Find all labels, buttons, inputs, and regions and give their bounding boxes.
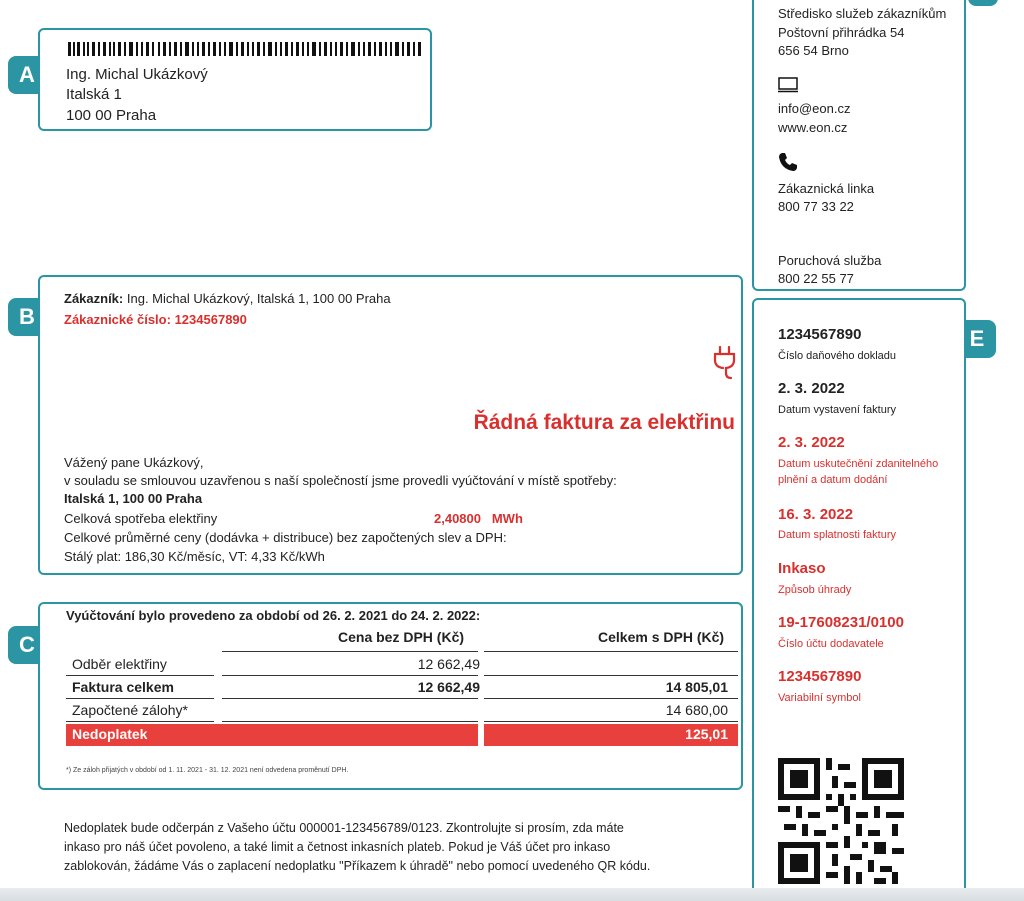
customer-number-label: Zákaznické číslo: <box>64 312 171 327</box>
row-value-with-vat: 14 805,01 <box>665 679 728 695</box>
col-header-with-vat: Celkem s DPH (Kč) <box>598 629 725 645</box>
row-label: Faktura celkem <box>72 679 174 695</box>
address-box <box>38 28 432 131</box>
header-underline-row <box>66 630 738 652</box>
qr-code <box>778 758 904 884</box>
badge-b: B <box>8 298 46 336</box>
detail-label: Datum uskutečnění zdanitelného plnění a datum dodání <box>778 458 939 486</box>
detail-value: 2. 3. 2022 <box>778 434 845 451</box>
customer-number: 1234567890 <box>174 312 247 327</box>
detail-value: Inkaso <box>778 560 826 577</box>
fault-label: Poruchová služba <box>778 253 882 268</box>
consumption-label: Celková spotřeba elektřiny <box>64 511 218 526</box>
monitor-icon <box>778 77 798 93</box>
fault-number: 800 22 55 77 <box>778 271 854 286</box>
row-value-without-vat: 12 662,49 <box>417 679 480 695</box>
letter-greeting: Vážený pane Ukázkový, <box>64 455 204 470</box>
hotline-number: 800 77 33 22 <box>778 199 854 214</box>
badge-a: A <box>8 56 46 94</box>
contact-box <box>752 0 966 291</box>
table-row <box>66 654 738 676</box>
invoice-details-box <box>752 298 966 901</box>
detail-label: Datum vystavení faktury <box>778 404 896 416</box>
invoice-intro-box <box>38 275 743 575</box>
table-row <box>66 700 738 722</box>
contact-city: 656 54 Brno <box>778 43 849 58</box>
note-line-1: Nedoplatek bude odčerpán z Vašeho účtu 000001-123456789/0123. Zkontrolujte si prosím, zda máte <box>64 821 624 835</box>
table-row-underpayment <box>66 724 738 746</box>
address-name: Ing. Michal Ukázkový <box>66 66 208 83</box>
contact-badge-edge <box>968 0 998 6</box>
hotline-label: Zákaznická linka <box>778 181 875 196</box>
avg-price-label: Celkové průměrné ceny (dodávka + distribuce) bez započtených slev a DPH: <box>64 530 507 545</box>
detail-value: 1234567890 <box>778 326 862 343</box>
page-bottom-edge <box>0 888 1024 901</box>
note-line-2: inkaso pro náš účet povoleno, a také limit a četnost inkasních plateb. Pokud je Váš účet pro inkaso <box>64 840 611 854</box>
contact-pobox: Poštovní přihrádka 54 <box>778 25 905 40</box>
contact-web[interactable]: www.eon.cz <box>778 120 848 135</box>
consumption-value: 2,40800 <box>434 511 481 526</box>
contact-email[interactable]: info@eon.cz <box>778 101 851 116</box>
col-header-without-vat: Cena bez DPH (Kč) <box>338 629 465 645</box>
avg-price-values: Stálý plat: 186,30 Kč/měsíc, VT: 4,33 Kč/kWh <box>64 549 325 564</box>
row-label: Započtené zálohy* <box>72 702 188 718</box>
table-row <box>66 677 738 699</box>
note-line-3: zablokován, žádáme Vás o zaplacení nedoplatku "Příkazem k úhradě" nebo pomocí uvedeného QR kódu. <box>64 859 651 873</box>
row-label: Odběr elektřiny <box>72 656 167 672</box>
badge-c: C <box>8 626 46 664</box>
detail-value: 16. 3. 2022 <box>778 506 854 523</box>
plug-icon <box>712 345 738 381</box>
barcode <box>68 42 423 56</box>
detail-value: 1234567890 <box>778 668 862 685</box>
address-street: Italská 1 <box>66 86 122 103</box>
detail-value: 2. 3. 2022 <box>778 380 845 397</box>
detail-value: 19-17608231/0100 <box>778 614 904 631</box>
consumption-unit: MWh <box>491 511 523 526</box>
detail-label: Variabilní symbol <box>778 692 861 704</box>
customer-value: Ing. Michal Ukázkový, Italská 1, 100 00 Praha <box>126 291 391 306</box>
detail-label: Číslo účtu dodavatele <box>778 638 884 650</box>
billing-footnote: *) Ze záloh přijatých v období od 1. 11. 2021 - 31. 12. 2021 není odvedena proměnutí DPH. <box>66 767 349 774</box>
detail-label: Datum splatnosti faktury <box>778 529 896 541</box>
row-value-without-vat: 12 662,49 <box>417 656 480 672</box>
billing-period: Vyúčtování bylo provedeno za období od 26. 2. 2021 do 24. 2. 2022: <box>66 608 481 623</box>
letter-place: Italská 1, 100 00 Praha <box>64 491 203 506</box>
contact-center: Středisko služeb zákazníkům <box>778 6 947 21</box>
row-label: Nedoplatek <box>72 726 148 742</box>
customer-label: Zákazník: <box>64 291 124 306</box>
letter-body: v souladu se smlouvou uzavřenou s naší společností jsme provedli vyúčtování v místě spotřeby: <box>64 473 617 488</box>
badge-e: E <box>958 320 996 358</box>
phone-icon <box>778 152 798 172</box>
row-value-with-vat: 14 680,00 <box>665 702 728 718</box>
billing-box <box>38 602 743 790</box>
invoice-title: Řádná faktura za elektřinu <box>473 411 735 434</box>
row-value-with-vat: 125,01 <box>685 726 728 742</box>
address-city: 100 00 Praha <box>66 107 157 124</box>
detail-label: Způsob úhrady <box>778 584 852 596</box>
detail-label: Číslo daňového dokladu <box>778 350 897 362</box>
